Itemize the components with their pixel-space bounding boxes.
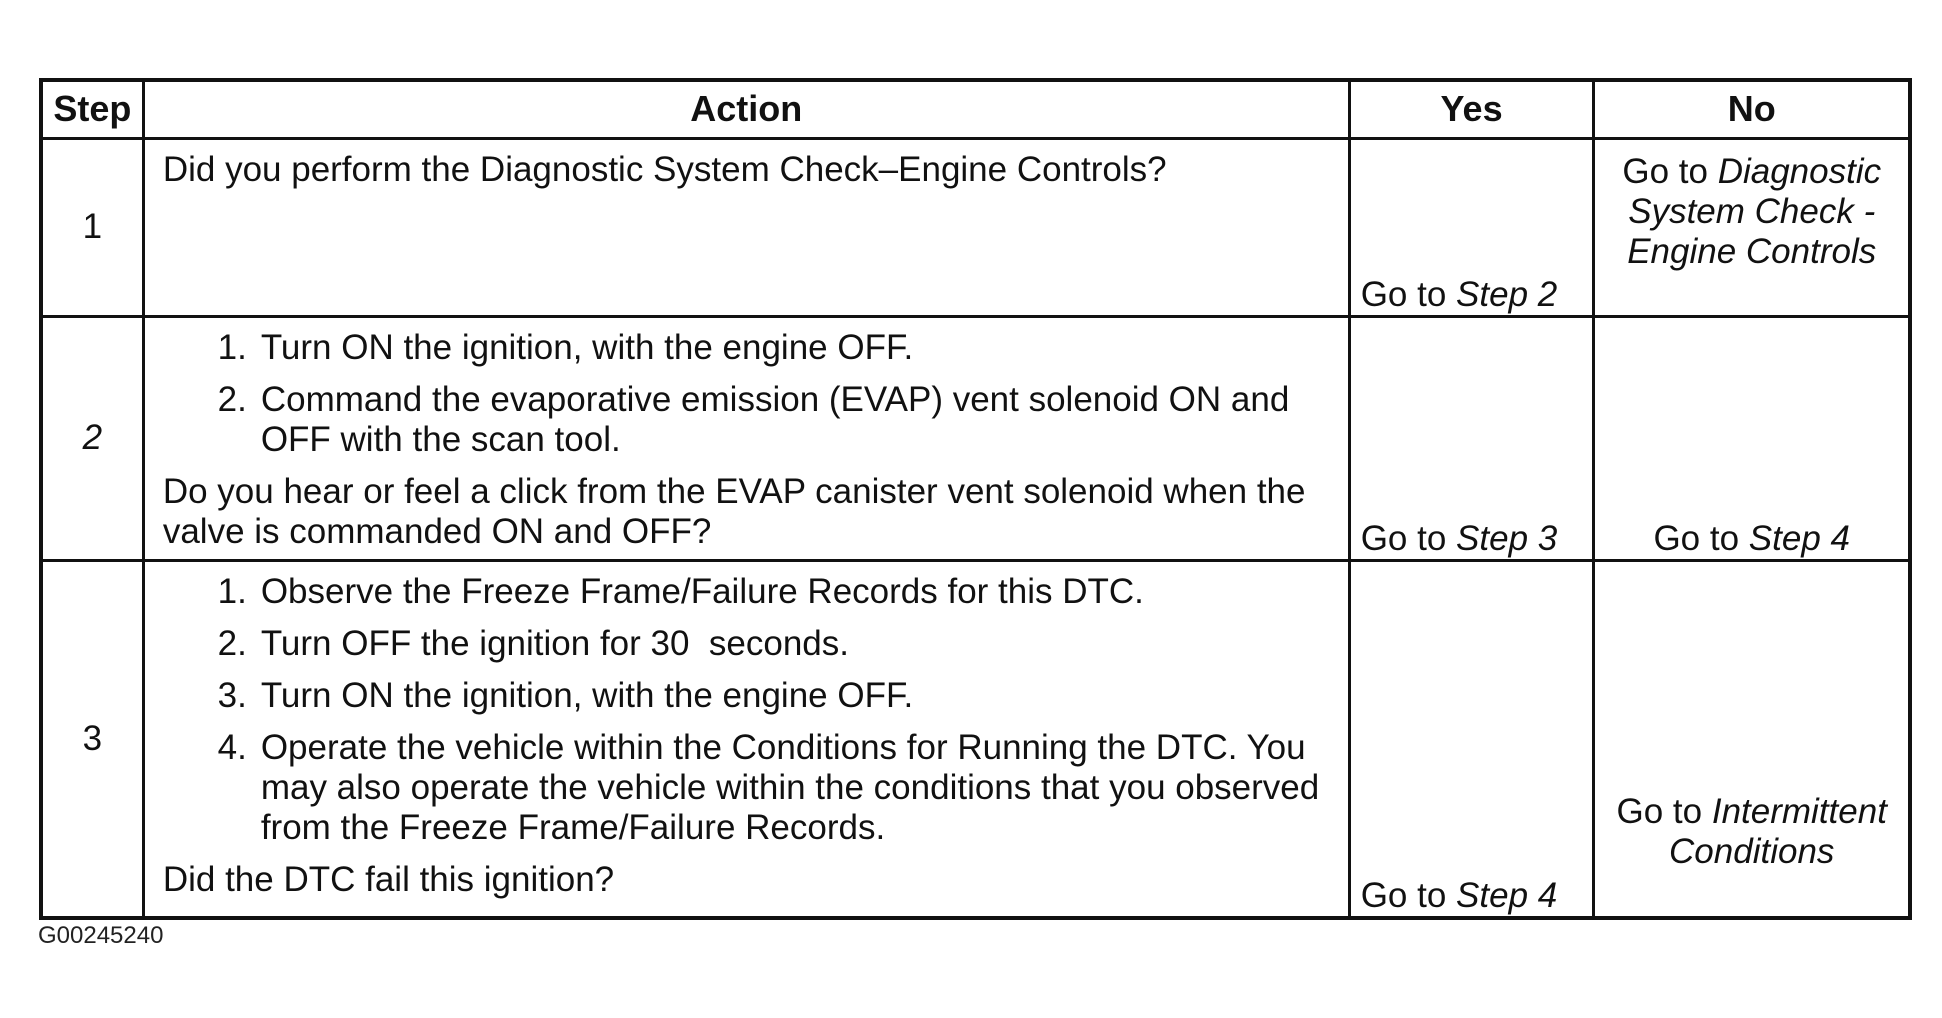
- yes-link[interactable]: Step 4: [1456, 876, 1558, 915]
- header-yes: Yes: [1349, 80, 1594, 138]
- item-text: Command the evaporative emission (EVAP) vent solenoid ON and OFF with the scan tool.: [260, 379, 1290, 459]
- step-number: 2: [41, 316, 143, 560]
- yes-link[interactable]: Step 2: [1456, 274, 1558, 314]
- list-item: [163, 572, 1330, 612]
- item-number: 4.: [217, 727, 247, 767]
- header-row: [41, 80, 1910, 138]
- list-item: [163, 728, 1330, 848]
- item-number: 2.: [217, 623, 247, 663]
- item-number: 3.: [217, 675, 247, 715]
- table-row: [41, 316, 1910, 560]
- action-question: Do you hear or feel a click from the EVAP canister vent solenoid when the valve is commanded ON and OFF?: [162, 471, 1306, 551]
- item-number: 1.: [217, 571, 247, 611]
- table-row: [41, 138, 1910, 316]
- action-cell: [143, 560, 1349, 918]
- no-link[interactable]: Step 4: [1748, 518, 1850, 558]
- table-row: [41, 560, 1910, 918]
- list-item: [163, 624, 1330, 664]
- step-number: 3: [41, 560, 143, 918]
- item-text: Observe the Freeze Frame/Failure Records for this DTC.: [260, 571, 1144, 611]
- item-text: Turn ON the ignition, with the engine OFF.: [260, 675, 914, 715]
- no-cell: [1594, 138, 1910, 316]
- action-question: Did you perform the Diagnostic System Check–Engine Controls?: [162, 149, 1167, 189]
- header-no: No: [1594, 80, 1910, 138]
- action-cell: [143, 138, 1349, 316]
- diagnostic-table: [39, 78, 1912, 920]
- yes-cell: [1349, 138, 1594, 316]
- item-text: Operate the vehicle within the Conditions for Running the DTC. You may also operate the vehicle within the conditions that you observed from the Freeze Frame/Failure Records.: [260, 727, 1320, 847]
- header-action: Action: [143, 80, 1349, 138]
- no-link[interactable]: Diagnostic System Check - Engine Controls: [1627, 151, 1882, 271]
- step-number: 1: [41, 138, 143, 316]
- action-steps: [163, 328, 1330, 460]
- item-number: 2.: [217, 379, 247, 419]
- yes-cell: [1349, 316, 1594, 560]
- yes-link[interactable]: Step 3: [1456, 518, 1558, 558]
- item-number: 1.: [217, 327, 247, 367]
- figure-id: G00245240: [38, 922, 164, 949]
- action-steps: [163, 572, 1330, 848]
- yes-prefix: Go to: [1360, 876, 1447, 915]
- header-step: Step: [41, 80, 143, 138]
- item-text: Turn ON the ignition, with the engine OFF.: [260, 327, 914, 367]
- yes-prefix: Go to: [1360, 518, 1447, 558]
- action-cell: [143, 316, 1349, 560]
- no-cell: [1594, 560, 1910, 918]
- list-item: [163, 380, 1330, 460]
- yes-cell: [1349, 560, 1594, 918]
- no-link[interactable]: Intermittent Conditions: [1669, 792, 1887, 871]
- no-prefix: Go to: [1622, 151, 1708, 191]
- list-item: [163, 676, 1330, 716]
- no-cell: [1594, 316, 1910, 560]
- list-item: [163, 328, 1330, 368]
- no-prefix: Go to: [1616, 792, 1703, 831]
- no-prefix: Go to: [1653, 518, 1740, 558]
- action-question: Did the DTC fail this ignition?: [162, 859, 615, 899]
- item-text: Turn OFF the ignition for 30 seconds.: [260, 623, 849, 663]
- yes-prefix: Go to: [1360, 274, 1447, 314]
